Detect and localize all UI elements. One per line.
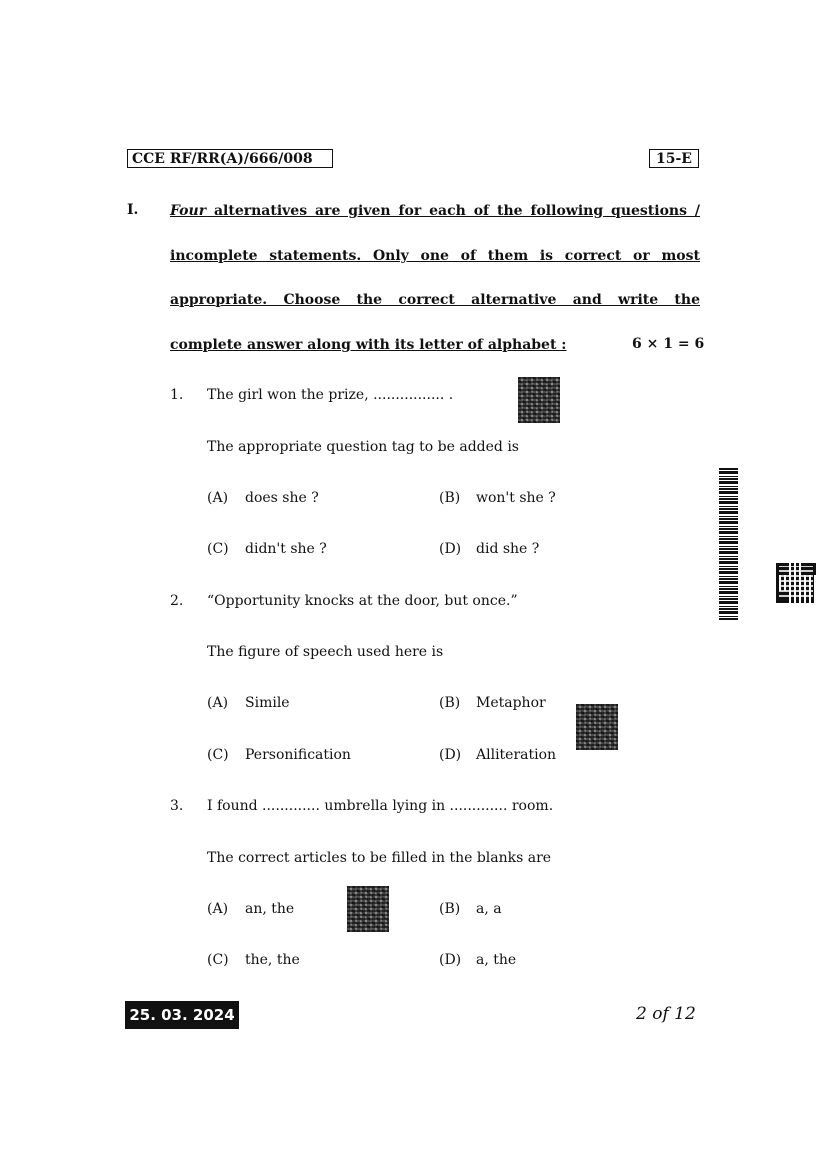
q2-option-c-text: Personification: [245, 747, 351, 763]
instruction-line-1-rest: alternatives are given for each of the following questions /: [206, 203, 700, 219]
q3-option-a-letter: (A): [207, 901, 229, 917]
section-number: I.: [127, 202, 139, 218]
qr-code-icon: [347, 886, 389, 932]
q2-option-b-letter: (B): [439, 695, 461, 711]
page-number: 2 of 12: [636, 1004, 696, 1024]
q2-option-d-text: Alliteration: [476, 747, 557, 763]
q1-option-d-text: did she ?: [476, 541, 540, 557]
question-1-text: The girl won the prize, ................ .: [207, 387, 454, 403]
q1-option-c-letter: (C): [207, 541, 229, 557]
q3-option-b-letter: (B): [439, 901, 461, 917]
q1-option-a-text: does she ?: [245, 490, 319, 506]
q3-option-c-letter: (C): [207, 952, 229, 968]
question-2-prompt: The figure of speech used here is: [207, 644, 444, 660]
question-2-number: 2.: [170, 593, 184, 609]
paper-code: CCE RF/RR(A)/666/008: [127, 149, 333, 168]
question-3-prompt: The correct articles to be filled in the blanks are: [207, 850, 552, 866]
q1-option-b-text: won't she ?: [476, 490, 556, 506]
q2-option-b-text: Metaphor: [476, 695, 546, 711]
instruction-first-word: Four: [170, 203, 207, 219]
q3-option-a-text: an, the: [245, 901, 295, 917]
q3-option-c-text: the, the: [245, 952, 300, 968]
set-code: 15-E: [649, 149, 699, 168]
qr-code-icon: [776, 563, 816, 603]
q3-option-d-letter: (D): [439, 952, 462, 968]
question-1-number: 1.: [170, 387, 184, 403]
exam-date: 25. 03. 2024: [125, 1001, 239, 1029]
instruction-line-1: [170, 202, 700, 220]
q2-option-a-text: Simile: [245, 695, 290, 711]
q1-option-a-letter: (A): [207, 490, 229, 506]
question-3-text: I found ............. umbrella lying in ............. room.: [207, 798, 554, 814]
q1-option-b-letter: (B): [439, 490, 461, 506]
q3-option-d-text: a, the: [476, 952, 517, 968]
q2-option-c-letter: (C): [207, 747, 229, 763]
marks-allocation: 6 × 1 = 6: [632, 336, 705, 352]
q2-option-a-letter: (A): [207, 695, 229, 711]
question-1-prompt: The appropriate question tag to be added is: [207, 439, 519, 455]
q2-option-d-letter: (D): [439, 747, 462, 763]
qr-code-icon: [518, 377, 560, 423]
qr-code-icon: [576, 704, 618, 750]
question-3-number: 3.: [170, 798, 184, 814]
instruction-line-2: incomplete statements. Only one of them is correct or most: [170, 248, 700, 264]
q1-option-c-text: didn't she ?: [245, 541, 327, 557]
instruction-line-3: appropriate. Choose the correct alternative and write the: [170, 292, 700, 308]
q1-option-d-letter: (D): [439, 541, 462, 557]
question-2-text: “Opportunity knocks at the door, but once.”: [207, 593, 518, 609]
instruction-line-4: complete answer along with its letter of alphabet :: [170, 337, 567, 353]
q3-option-b-text: a, a: [476, 901, 502, 917]
barcode-icon: [719, 468, 738, 620]
